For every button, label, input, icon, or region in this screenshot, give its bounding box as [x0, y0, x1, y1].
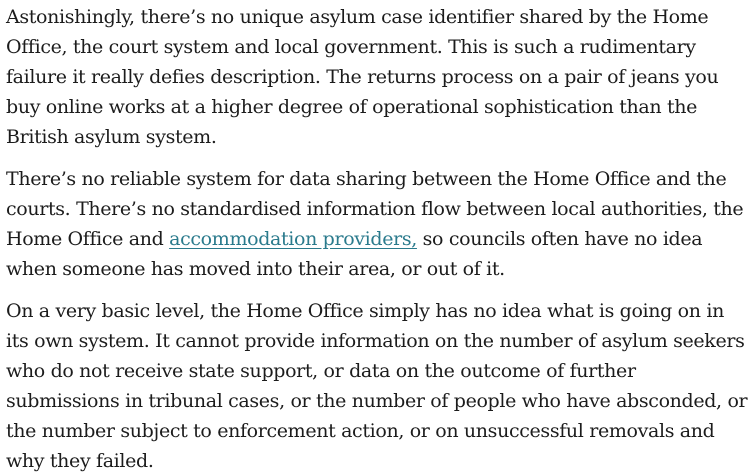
paragraph-data-sharing-text-before: There’s no reliable system for data sharing between the Home Office and the courts. There’s no standardised information flow between local authorities, the Home Office and — [6, 168, 744, 250]
paragraph-case-identifier: Astonishingly, there’s no unique asylum case identifier shared by the Home Office, the court system and local government. This is such a rudimentary failure it really defies description. The returns process on a pair of jeans you buy online works at a higher degree of operational sophistication than the British asylum system. — [6, 6, 719, 148]
paragraph-home-office-system: On a very basic level, the Home Office simply has no idea what is going on in its own system. It cannot provide information on the number of asylum seekers who do not receive state support, or data on the outcome of further submissions in tribunal cases, or the number of people who have absconded, or the number subject to enforcement action, or on unsuccessful removals and why they failed. — [6, 300, 748, 472]
accommodation-providers-link[interactable]: accommodation providers, — [169, 228, 417, 250]
paragraph-data-sharing-text-after: so councils often have no idea when someone has moved into their area, or out of it. — [6, 228, 703, 280]
paragraph-data-sharing — [6, 164, 749, 284]
